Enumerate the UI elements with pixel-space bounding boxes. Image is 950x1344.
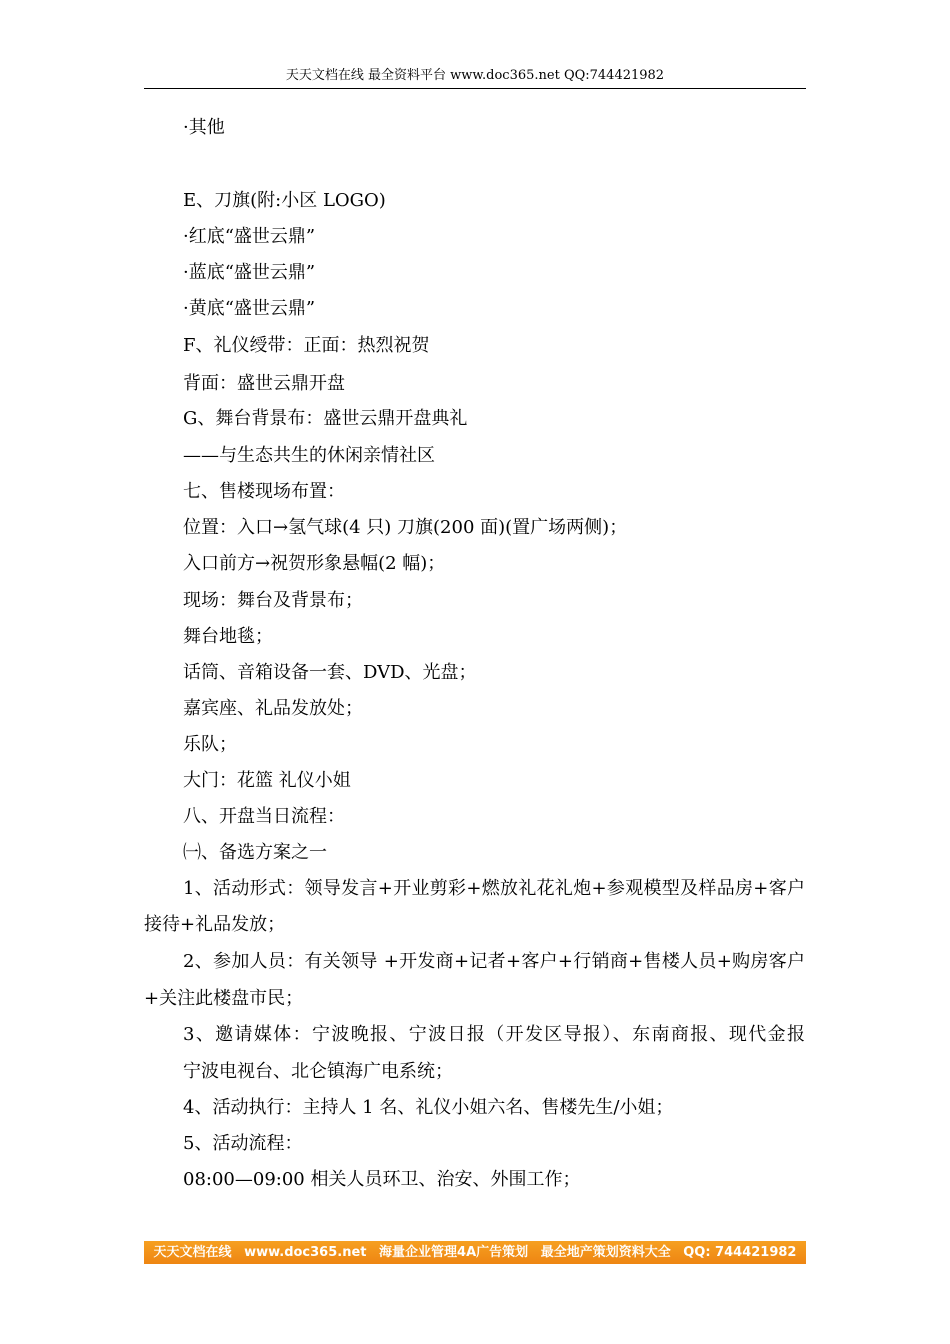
text-line: 3、邀请媒体：宁波晚报、宁波日报（开发区导报）、东南商报、现代金报 <box>183 1024 805 1045</box>
section-heading: 八、开盘当日流程： <box>183 806 345 827</box>
text-line: ·蓝底“盛世云鼎” <box>183 262 316 283</box>
text-line: 1、活动形式：领导发言+开业剪彩+燃放礼花礼炮+参观模型及样品房+客户 <box>183 878 805 899</box>
text-line: 话筒、音箱设备一套、DVD、光盘； <box>183 662 477 683</box>
text-line: 入口前方→祝贺形象悬幅(2 幅)； <box>183 553 446 574</box>
text-line: 2、参加人员：有关领导 +开发商+记者+客户+行销商+售楼人员+购房客户 <box>183 951 805 972</box>
text-line: 嘉宾座、礼品发放处； <box>183 698 363 719</box>
footer-slogan-2: 最全地产策划资料大全 <box>540 1245 671 1260</box>
footer-site-name: 天天文档在线 <box>153 1245 232 1260</box>
subsection-heading: ㈠、备选方案之一 <box>183 842 327 863</box>
text-line: 4、活动执行：主持人 1 名、礼仪小姐六名、售楼先生/小姐； <box>183 1097 674 1118</box>
text-line: ·红底“盛世云鼎” <box>183 226 316 247</box>
section-heading: E、刀旗(附:小区 LOGO) <box>183 190 386 211</box>
text-line: 08:00—09:00 相关人员环卫、治安、外围工作； <box>183 1169 581 1190</box>
text-line: 接待+礼品发放； <box>144 914 286 935</box>
text-line: 背面：盛世云鼎开盘 <box>183 373 345 394</box>
text-line: 大门：花篮 礼仪小姐 <box>183 770 351 791</box>
footer-url[interactable]: www.doc365.net <box>244 1245 367 1260</box>
footer-slogan-1: 海量企业管理4A广告策划 <box>379 1245 529 1260</box>
section-heading: G、舞台背景布：盛世云鼎开盘典礼 <box>183 408 468 429</box>
text-line: ·黄底“盛世云鼎” <box>183 298 316 319</box>
page-header: 天天文档在线 最全资料平台 www.doc365.net QQ:744421982 <box>144 64 806 89</box>
text-line: 宁波电视台、北仑镇海广电系统； <box>183 1061 453 1082</box>
text-line: 乐队； <box>183 734 237 755</box>
text-line: 现场：舞台及背景布； <box>183 590 363 611</box>
section-heading: F、礼仪绶带：正面：热烈祝贺 <box>183 335 430 356</box>
text-line: ·其他 <box>183 117 225 138</box>
section-heading: 七、售楼现场布置： <box>183 481 345 502</box>
footer-banner <box>144 1241 806 1264</box>
text-line: 位置：入口→氢气球(4 只) 刀旗(200 面)(置广场两侧)； <box>183 517 628 538</box>
text-line: +关注此楼盘市民； <box>144 988 304 1009</box>
footer-qq: QQ: 744421982 <box>683 1245 797 1260</box>
text-line: ——与生态共生的休闲亲情社区 <box>183 445 435 466</box>
text-line: 5、活动流程： <box>183 1133 303 1154</box>
text-line: 舞台地毯； <box>183 626 273 647</box>
